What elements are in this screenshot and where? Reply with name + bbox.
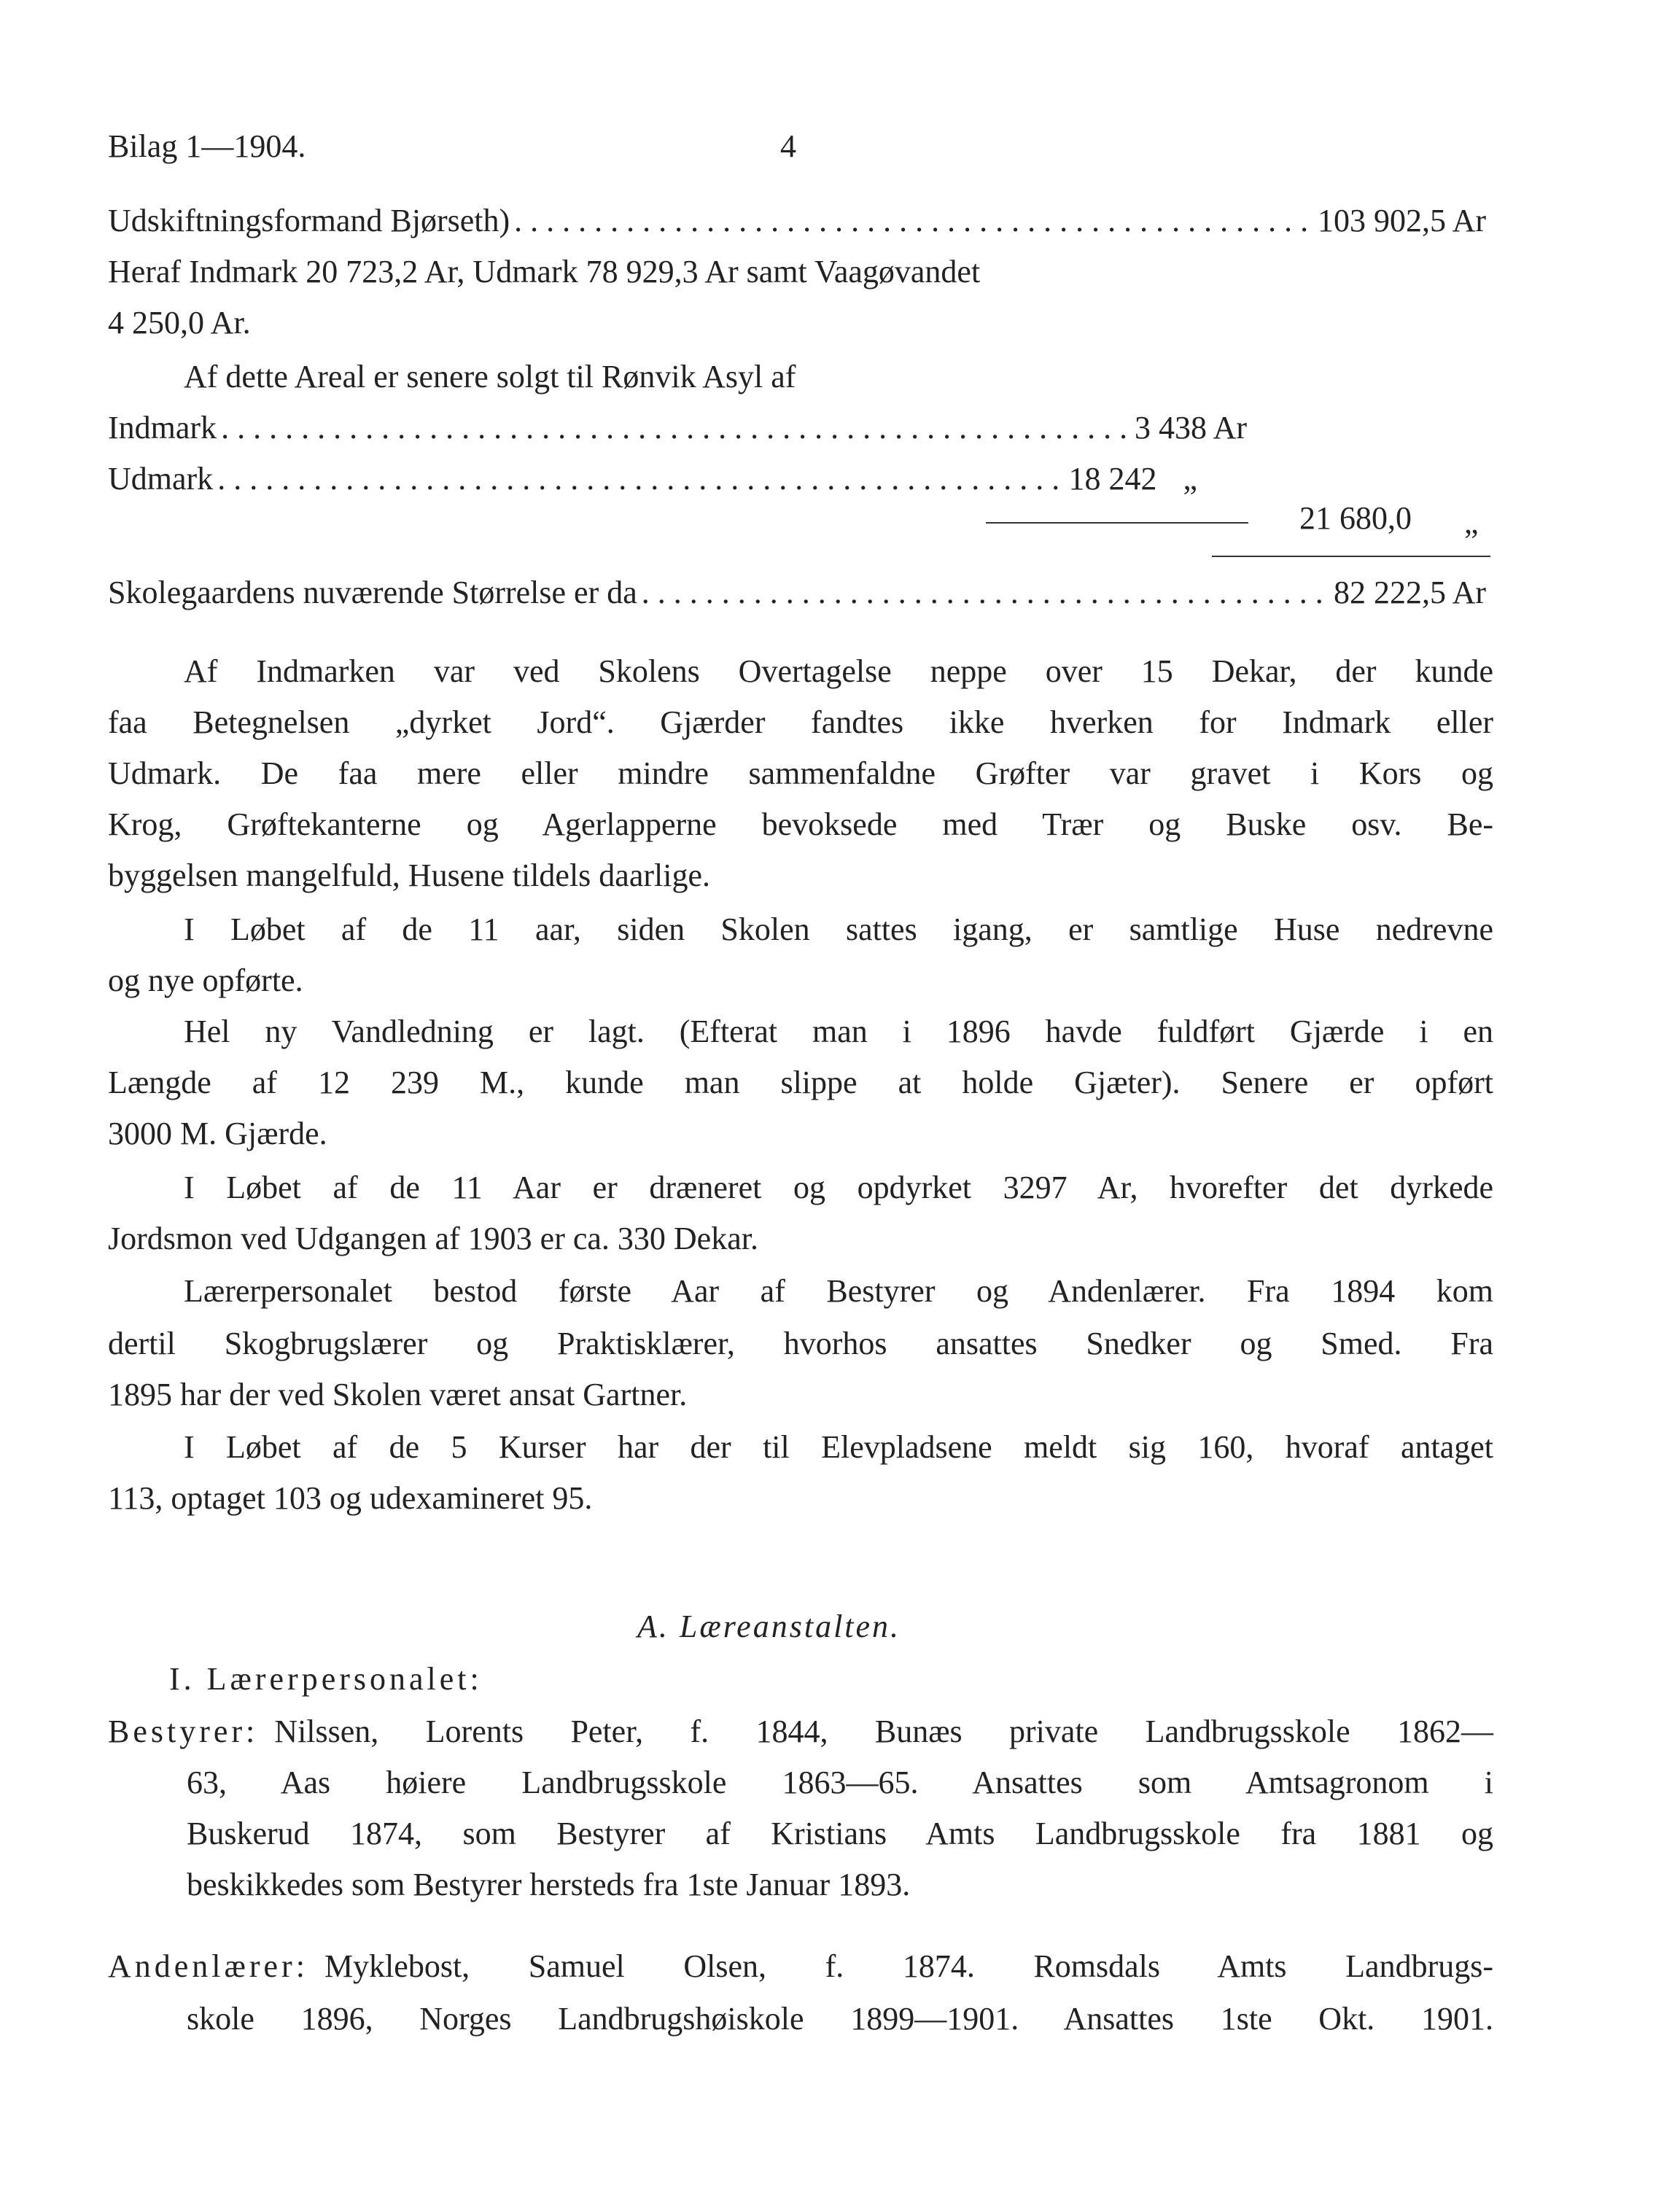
body-line: faa Betegnelsen „dyrket Jord“. Gjærder fandtes ikke hverken for Indmark eller xyxy=(108,704,1493,740)
subtotal-value: 21 680,0 xyxy=(1299,500,1412,536)
section-title: A. Læreanstalten. xyxy=(637,1609,901,1644)
body-line: Længde af 12 239 M., kunde man slippe at holde Gjæter). Senere er opført xyxy=(108,1065,1493,1100)
page-number: 4 xyxy=(780,128,796,164)
body-line: I Løbet af de 5 Kurser har der til Elevpladsene meldt sig 160, hvoraf antaget xyxy=(184,1429,1493,1465)
area-breakdown-line: Heraf Indmark 20 723,2 Ar, Udmark 78 929,3 Ar samt Vaagøvandet xyxy=(108,254,981,289)
body-line: Jordsmon ved Udgangen af 1903 er ca. 330 Dekar. xyxy=(108,1221,758,1256)
subtotal-rule xyxy=(986,522,1248,524)
current-size-label: Skolegaardens nuværende Størrelse er da xyxy=(108,575,637,610)
leader-dots xyxy=(642,567,1329,618)
bestyrer-entry xyxy=(108,1706,1493,1757)
body-line: 1895 har der ved Skolen været ansat Gartner. xyxy=(108,1377,688,1412)
bestyrer-line: 63, Aas høiere Landbrugsskole 1863—65. Ansattes som Amtsagronom i xyxy=(187,1765,1493,1800)
body-line: Krog, Grøftekanterne og Agerlapperne bevoksede med Trær og Buske osv. Be- xyxy=(108,806,1493,842)
body-line: I Løbet af de 11 Aar er dræneret og opdyrket 3297 Ar, hvorefter det dyrkede xyxy=(184,1170,1493,1205)
area-sold-intro: Af dette Areal er senere solgt til Rønvik Asyl af xyxy=(184,359,796,394)
current-size-value: 82 222,5 Ar xyxy=(1334,575,1486,610)
leader-dots xyxy=(217,454,1064,505)
ditto-mark: „ xyxy=(1183,461,1197,497)
area-total-value: 103 902,5 Ar xyxy=(1318,203,1486,238)
udmark-label: Udmark xyxy=(108,461,214,497)
body-line: Lærerpersonalet bestod første Aar af Bestyrer og Andenlærer. Fra 1894 kom xyxy=(184,1273,1493,1309)
area-total-label: Udskiftningsformand Bjørseth) xyxy=(108,203,510,238)
andenlaerer-line: skole 1896, Norges Landbrugshøiskole 1899—1901. Ansattes 1ste Okt. 1901. xyxy=(187,2001,1493,2037)
running-header: Bilag 1—1904. xyxy=(108,128,306,164)
andenlaerer-label: Andenlærer: xyxy=(108,1948,308,1984)
body-line: 113, optaget 103 og udexamineret 95. xyxy=(108,1480,593,1516)
bestyrer-line: Nilssen, Lorents Peter, f. 1844, Bunæs private Landbrugsskole 1862— xyxy=(274,1714,1493,1749)
body-line: Udmark. De faa mere eller mindre sammenfaldne Grøfter var gravet i Kors og xyxy=(108,755,1493,791)
leader-dots xyxy=(514,195,1313,246)
body-line: 3000 M. Gjærde. xyxy=(108,1116,327,1151)
andenlaerer-entry xyxy=(108,1941,1493,1992)
udmark-row xyxy=(108,454,1247,505)
body-line: dertil Skogbrugslærer og Praktisklærer, hvorhos ansattes Snedker og Smed. Fra xyxy=(108,1326,1493,1361)
body-line: I Løbet af de 11 aar, siden Skolen sattes igang, er samtlige Huse nedrevne xyxy=(184,911,1493,947)
subsection-title: I. Lærerpersonalet: xyxy=(169,1661,483,1697)
leader-dots xyxy=(221,402,1130,454)
bestyrer-line: Buskerud 1874, som Bestyrer af Kristians Amts Landbrugsskole fra 1881 og xyxy=(187,1816,1493,1851)
indmark-value: 3 438 Ar xyxy=(1135,410,1247,446)
area-total-row xyxy=(108,195,1486,246)
bestyrer-line: beskikkedes som Bestyrer hersteds fra 1ste Januar 1893. xyxy=(187,1867,911,1902)
indmark-row xyxy=(108,402,1247,454)
body-line: Af Indmarken var ved Skolens Overtagelse neppe over 15 Dekar, der kunde xyxy=(184,653,1493,689)
total-rule xyxy=(1212,556,1490,557)
body-line: byggelsen mangelfuld, Husene tildels daarlige. xyxy=(108,858,710,893)
current-size-row xyxy=(108,567,1486,618)
area-breakdown-line: 4 250,0 Ar. xyxy=(108,305,251,341)
body-line: Hel ny Vandledning er lagt. (Efterat man i 1896 havde fuldført Gjærde i en xyxy=(184,1014,1493,1049)
bestyrer-label: Bestyrer: xyxy=(108,1714,259,1749)
andenlaerer-line: Myklebost, Samuel Olsen, f. 1874. Romsdals Amts Landbrugs- xyxy=(324,1948,1493,1984)
udmark-value: 18 242 xyxy=(1068,461,1157,497)
ditto-mark: „ xyxy=(1464,505,1479,540)
indmark-label: Indmark xyxy=(108,410,217,446)
body-line: og nye opførte. xyxy=(108,962,303,998)
